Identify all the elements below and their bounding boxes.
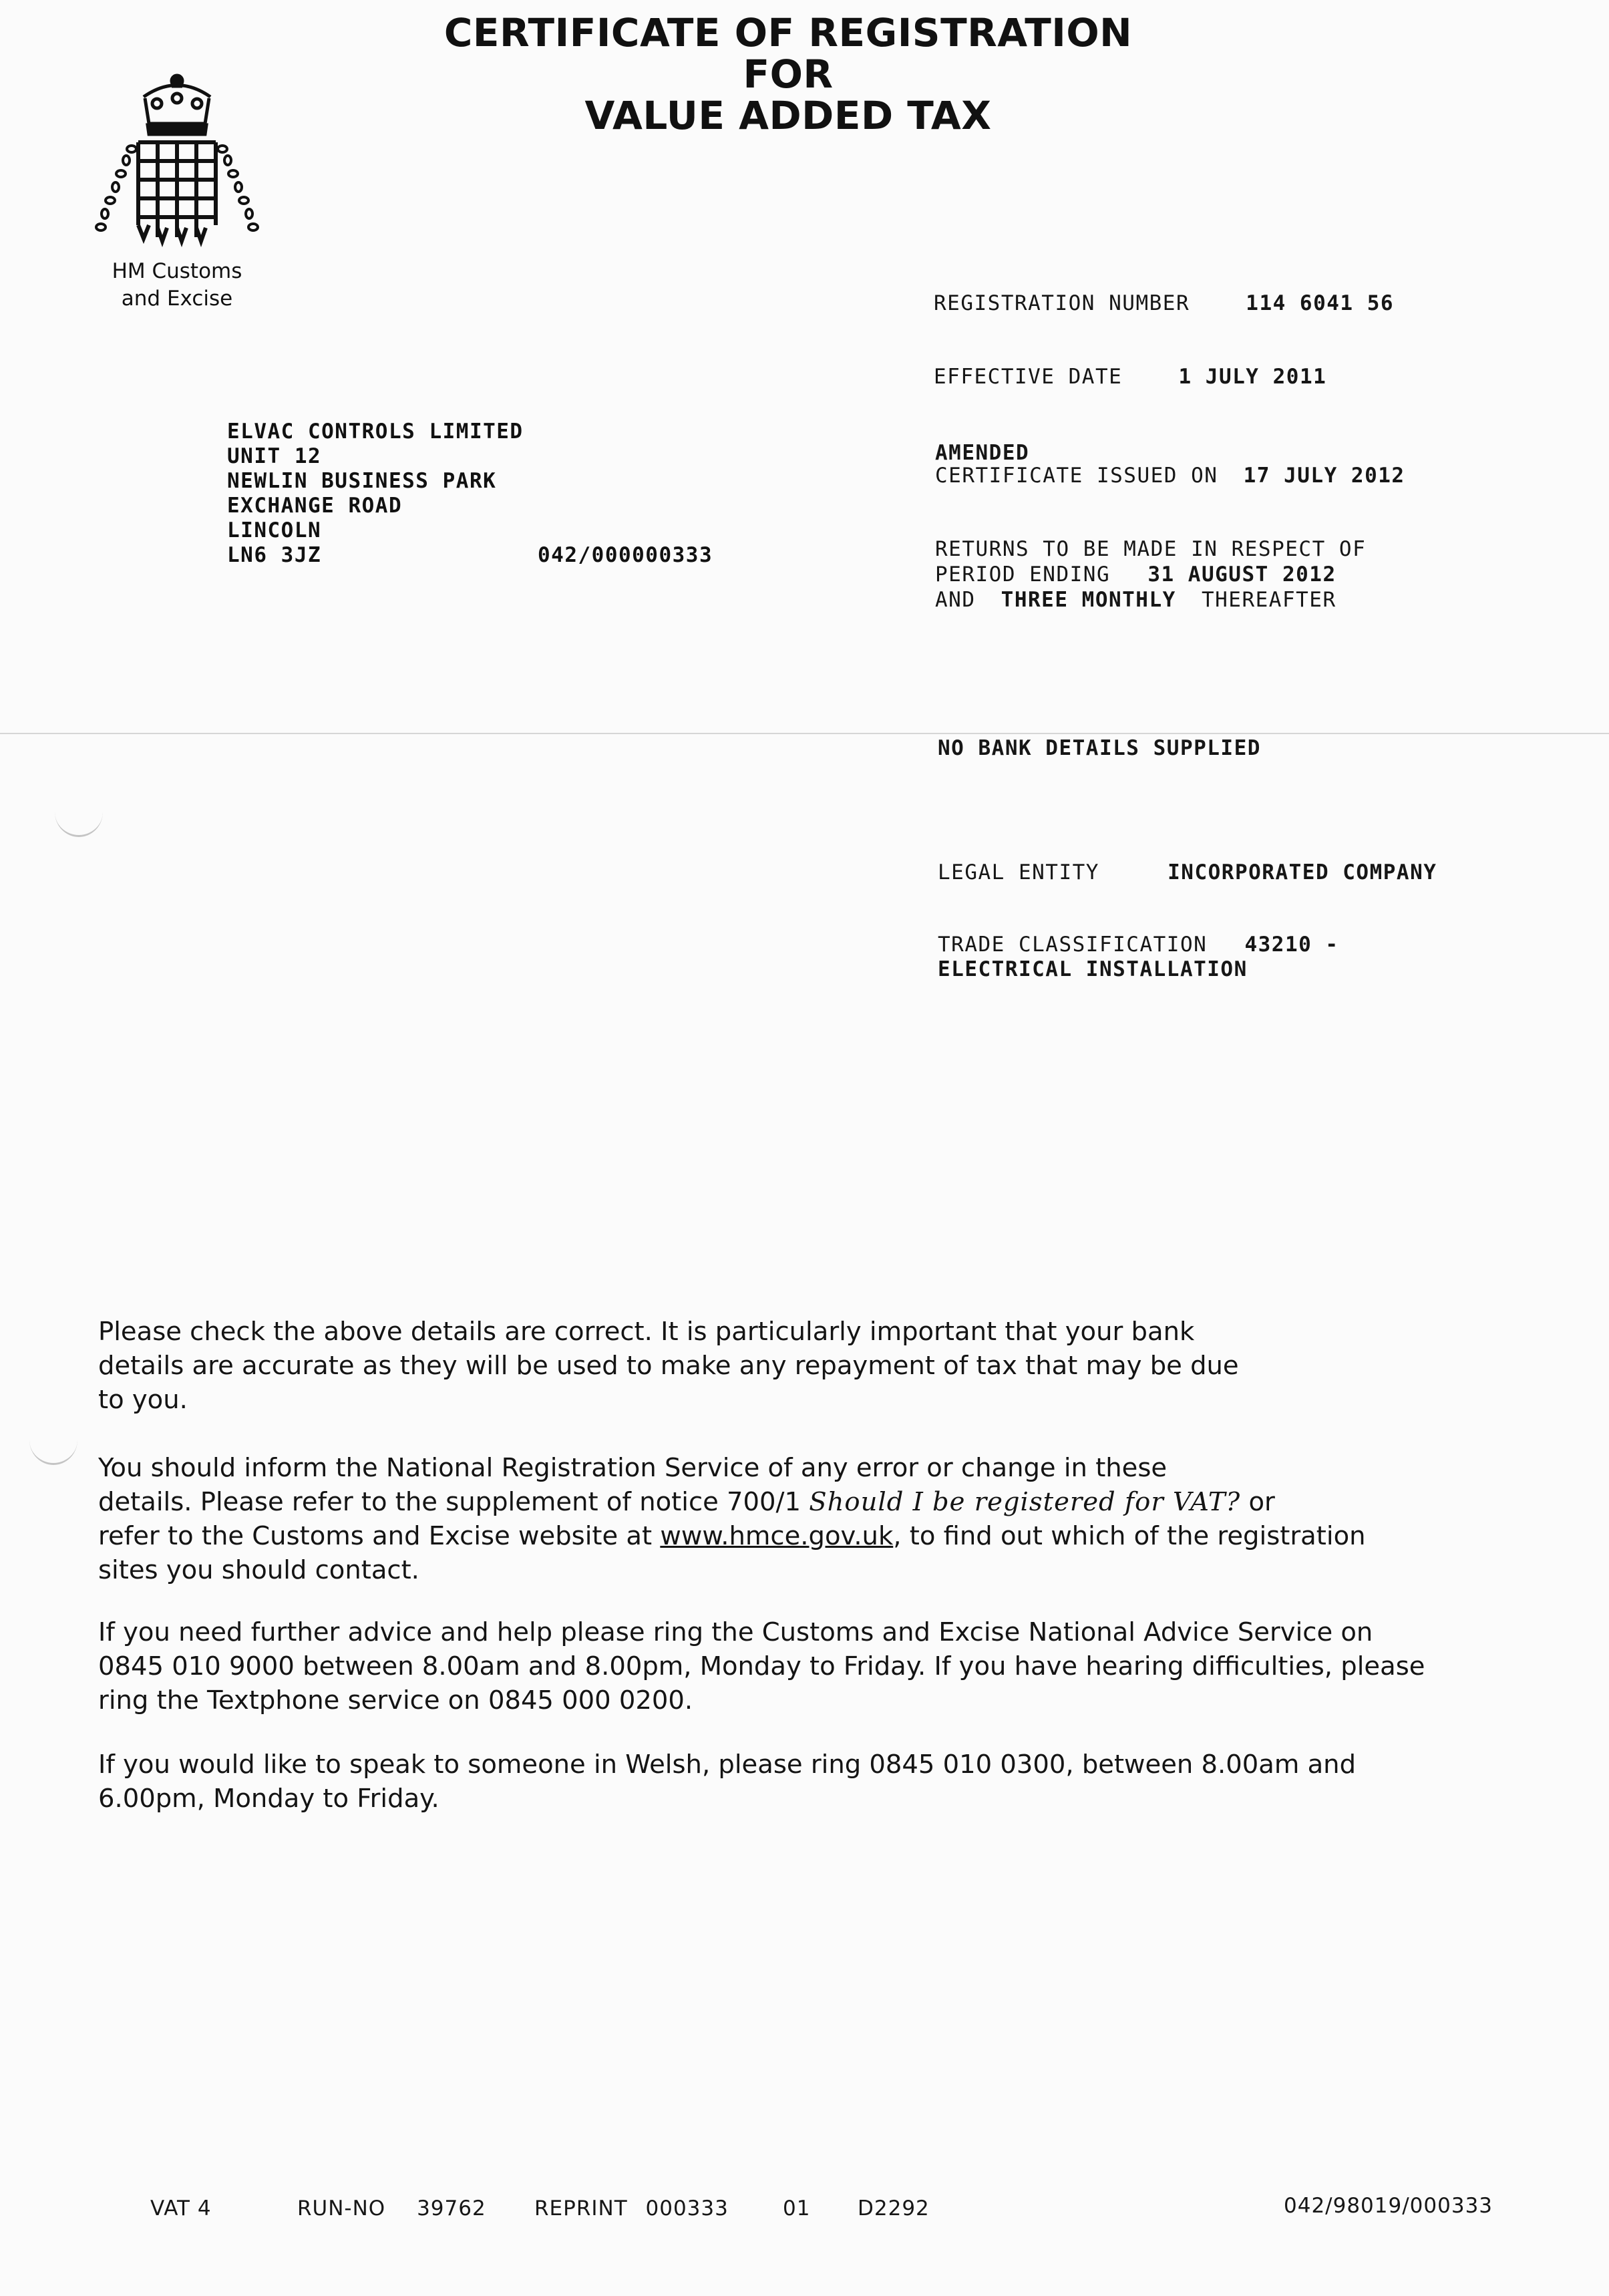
- address-reference: 042/000000333: [538, 543, 713, 567]
- effective-date-row: [934, 365, 1326, 389]
- trade-classification-code: 43210 -: [1244, 933, 1339, 957]
- certificate-title: [401, 12, 1176, 136]
- returns-period-label: PERIOD ENDING: [935, 562, 1111, 587]
- address-line-2: UNIT 12: [227, 444, 322, 468]
- address-line-5: LINCOLN: [227, 518, 322, 542]
- returns-frequency-row: [935, 588, 1336, 612]
- trade-classification-row: [938, 933, 1339, 957]
- certificate-issued-label: CERTIFICATE ISSUED ON: [935, 464, 1218, 488]
- certificate-issued-row: [935, 464, 1405, 488]
- address-line-4: EXCHANGE ROAD: [227, 494, 403, 518]
- notice-title: Should I be registered for VAT?: [809, 1487, 1241, 1517]
- address-line-3: NEWLIN BUSINESS PARK: [227, 469, 497, 493]
- legal-entity-row: [938, 860, 1437, 884]
- bank-details-status: NO BANK DETAILS SUPPLIED: [938, 736, 1261, 760]
- portcullis-crown-icon: [90, 70, 264, 251]
- legal-entity-value: INCORPORATED COMPANY: [1168, 860, 1437, 884]
- title-line-3: VALUE ADDED TAX: [584, 93, 992, 138]
- title-line-2: FOR: [743, 51, 834, 97]
- address-line-1: ELVAC CONTROLS LIMITED: [227, 420, 524, 444]
- returns-thereafter: THEREAFTER: [1201, 588, 1336, 612]
- logo-caption-line-2: and Excise: [121, 287, 233, 311]
- footer-reference: 042/98019/000333: [1284, 2194, 1493, 2218]
- returns-period-row: [935, 562, 1336, 587]
- footer-code-1: 01: [783, 2196, 811, 2221]
- returns-frequency: THREE MONTHLY: [1001, 588, 1176, 612]
- paragraph-check-details: Please check the above details are correct. It is particularly important that your bank details are accurate as they will be used to make any repayment of tax that may be due to you.: [98, 1317, 1239, 1415]
- hmce-website-link[interactable]: www.hmce.gov.uk: [660, 1521, 894, 1551]
- trade-classification-label: TRADE CLASSIFICATION: [938, 933, 1208, 957]
- business-address: [227, 420, 524, 568]
- paragraph-inform-service: You should inform the National Registration Service of any error or change in these details. Please refer to the supplement of notice 700/1 Should I be registered for VAT? or refer to the Customs and Excise website at www.hmce.gov.uk, to find out which of the registration sites you should contact.: [98, 1453, 1366, 1585]
- footer-reprint: [534, 2196, 729, 2221]
- legal-entity-label: LEGAL ENTITY: [938, 860, 1099, 884]
- registration-number-label: REGISTRATION NUMBER: [934, 291, 1190, 315]
- footer-code-2: D2292: [858, 2196, 930, 2221]
- paragraph-welsh-service: If you would like to speak to someone in Welsh, please ring 0845 010 0300, between 8.00am and 6.00pm, Monday to Friday.: [98, 1750, 1357, 1814]
- returns-and: AND: [935, 588, 976, 612]
- returns-period-value: 31 AUGUST 2012: [1147, 562, 1336, 587]
- fold-line: [0, 733, 1609, 734]
- logo-caption-line-1: HM Customs: [112, 259, 242, 283]
- punch-hole: [29, 1415, 77, 1465]
- punch-hole: [55, 787, 103, 837]
- footer-form-code: VAT 4: [150, 2196, 212, 2221]
- footer-reprint-value: 000333: [645, 2196, 729, 2221]
- effective-date-label: EFFECTIVE DATE: [934, 365, 1123, 389]
- paragraph-advice-service: If you need further advice and help please ring the Customs and Excise National Advice Service on 0845 010 9000 between 8.00am and 8.00pm, Monday to Friday. If you have hearing difficulties, please ring the Textphone service on 0845 000 0200.: [98, 1617, 1425, 1715]
- address-postcode: LN6 3JZ: [227, 543, 322, 567]
- returns-line-1: RETURNS TO BE MADE IN RESPECT OF: [935, 537, 1367, 561]
- logo-caption: [94, 258, 260, 313]
- footer-reprint-label: REPRINT: [534, 2196, 628, 2221]
- footer-run-value: 39762: [417, 2196, 486, 2221]
- footer-run-number: [297, 2196, 486, 2221]
- registration-number-value: 114 6041 56: [1246, 291, 1395, 315]
- title-line-1: CERTIFICATE OF REGISTRATION: [443, 10, 1133, 55]
- certificate-issued-value: 17 JULY 2012: [1243, 464, 1405, 488]
- registration-number-row: [934, 291, 1394, 315]
- trade-classification-description: ELECTRICAL INSTALLATION: [938, 957, 1248, 981]
- footer-run-label: RUN-NO: [297, 2196, 386, 2221]
- amended-label: AMENDED: [935, 441, 1030, 465]
- effective-date-value: 1 JULY 2011: [1178, 365, 1327, 389]
